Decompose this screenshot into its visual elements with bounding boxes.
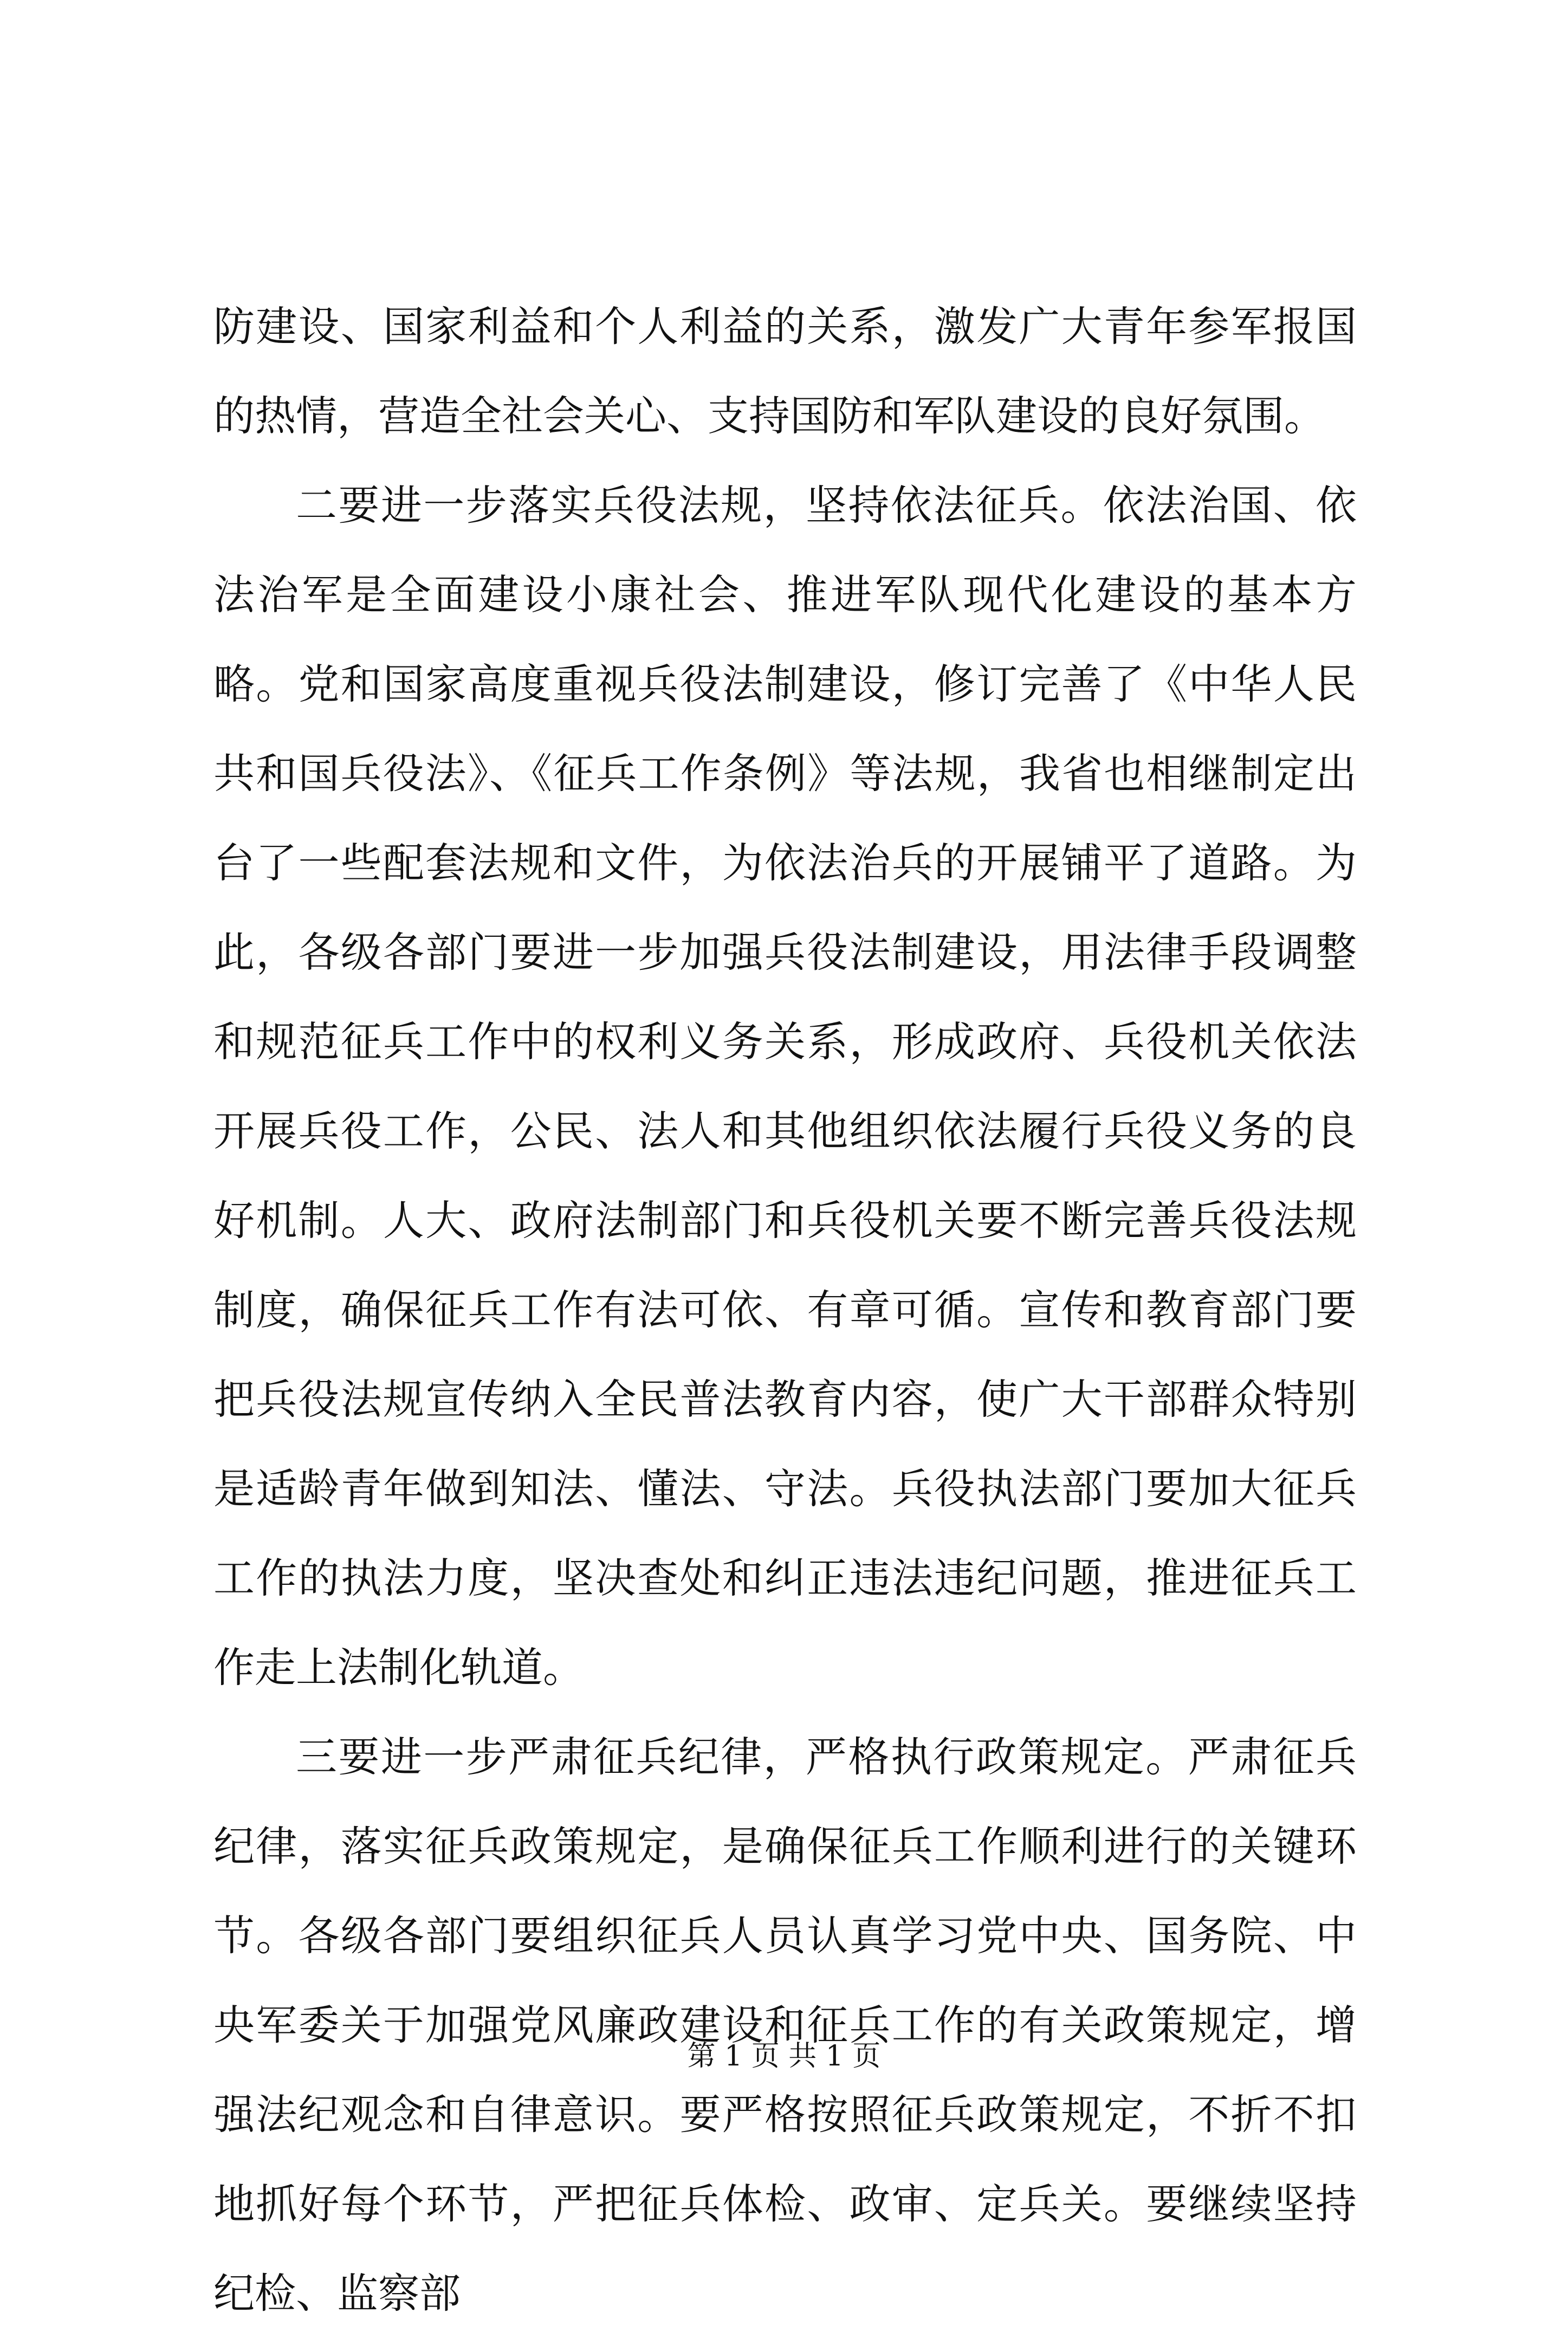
paragraph-1: 防建设、国家利益和个人利益的关系，激发广大青年参军报国的热情，营造全社会关心、支持国防和军队建设的良好氛围。: [213, 302, 1357, 440]
paragraph-2: 二要进一步落实兵役法规，坚持依法征兵。依法治国、依法治军是全面建设小康社会、推进军队现代化建设的基本方略。党和国家高度重视兵役法制建设，修订完善了《中华人民共和国兵役法》、《征兵工作条例》等法规，我省也相继制定出台了一些配套法规和文件，为依法治兵的开展铺平了道路。为此，各级各部门要进一步加强兵役法制建设，用法律手段调整和规范征兵工作中的权利义务关系，形成政府、兵役机关依法开展兵役工作，公民、法人和其他组织依法履行兵役义务的良好机制。人大、政府法制部门和兵役机关要不断完善兵役法规制度，确保征兵工作有法可依、有章可循。宣传和教育部门要把兵役法规宣传纳入全民普法教育内容，使广大干部群众特别是适龄青年做到知法、懂法、守法。兵役执法部门要加大征兵工作的执法力度，坚决查处和纠正违法违纪问题，推进征兵工作走上法制化轨道。: [213, 481, 1357, 1692]
paragraph-3: 三要进一步严肃征兵纪律，严格执行政策规定。严肃征兵纪律，落实征兵政策规定，是确保征兵工作顺利进行的关键环节。各级各部门要组织征兵人员认真学习党中央、国务院、中央军委关于加强党风廉政建设和征兵工作的有关政策规定，增强法纪观念和自律意识。要严格按照征兵政策规定，不折不扣地抓好每个环节，严把征兵体检、政审、定兵关。要继续坚持纪检、监察部: [213, 1733, 1357, 2317]
page-footer: 第 1 页 共 1 页: [687, 2040, 881, 2073]
document-body: [213, 282, 1357, 2338]
